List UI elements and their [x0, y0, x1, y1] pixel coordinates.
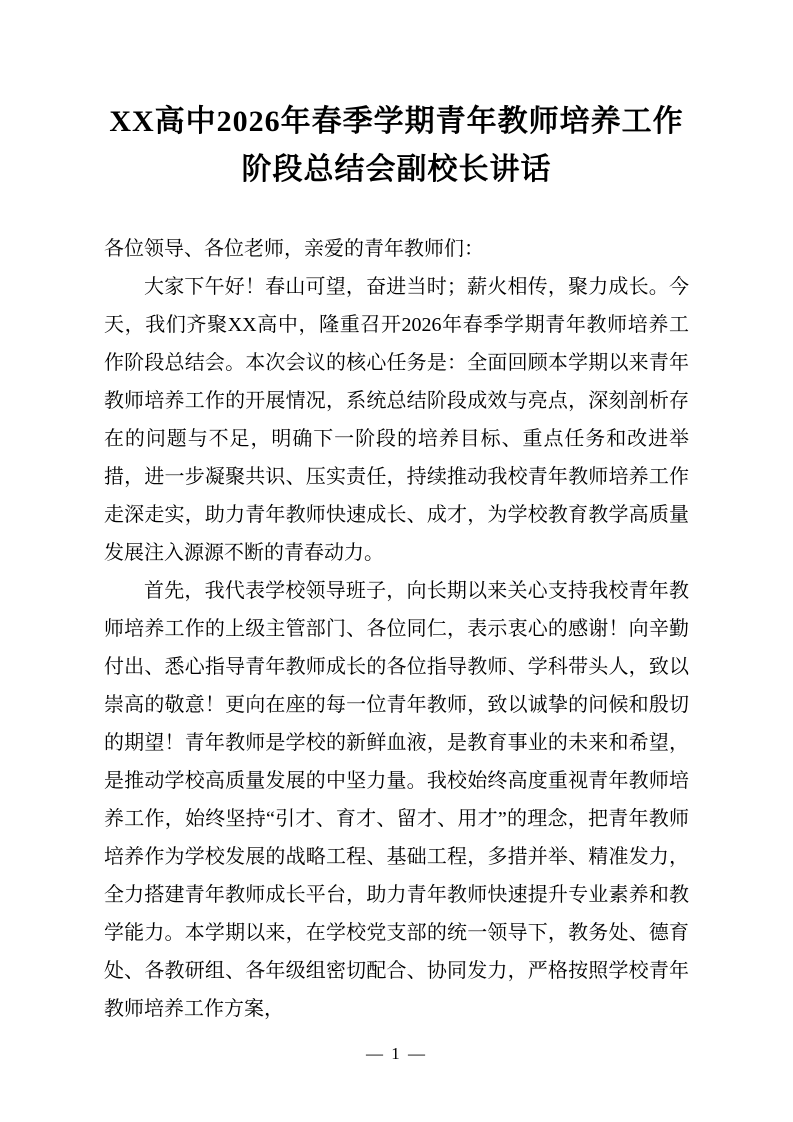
body-paragraph-2: 首先，我代表学校领导班子，向长期以来关心支持我校青年教师培养工作的上级主管部门、各位同仁，表示衷心的感谢！向辛勤付出、悉心指导青年教师成长的各位指导教师、学科带头人，致以崇高的敬意！更向在座的每一位青年教师，致以诚挚的问候和殷切的期望！青年教师是学校的新鲜血液，是教育事业的未来和希望，是推动学校高质量发展的中坚力量。我校始终高度重视青年教师培养工作，始终坚持“引才、育才、留才、用才”的理念，把青年教师培养作为学校发展的战略工程、基础工程，多措并举、精准发力，全力搭建青年教师成长平台，助力青年教师快速提升专业素养和教学能力。本学期以来，在学校党支部的统一领导下，教务处、德育处、各教研组、各年级组密切配合、协同发力，严格按照学校青年教师培养工作方案， [104, 580, 689, 1020]
body-paragraph-1: 大家下午好！春山可望，奋进当时；薪火相传，聚力成长。今天，我们齐聚XX高中，隆重召开2026年春季学期青年教师培养工作阶段总结会。本次会议的核心任务是：全面回顾本学期以来青年教师培养工作的开展情况，系统总结阶段成效与亮点，深刻剖析存在的问题与不足，明确下一阶段的培养目标、重点任务和改进举措，进一步凝聚共识、压实责任，持续推动我校青年教师培养工作走深走实，助力青年教师快速成长、成才，为学校教育教学高质量发展注入源源不断的青春动力。 [104, 276, 689, 564]
document-body [104, 230, 689, 1028]
page-number: — 1 — [366, 1044, 427, 1063]
salutation-line: 各位领导、各位老师，亲爱的青年教师们： [104, 238, 484, 260]
document-title: XX高中2026年春季学期青年教师培养工作阶段总结会副校长讲话 [109, 105, 684, 186]
